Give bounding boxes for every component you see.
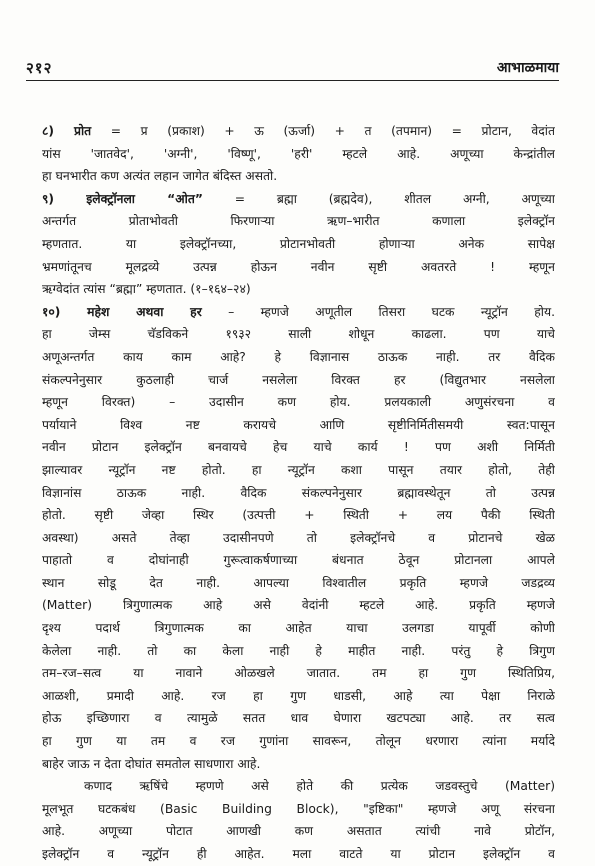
text-line: अणूअन्तर्गत काय काम आहे? हे विज्ञानास ठाऊक नाही. तर वैदिक [42, 349, 555, 364]
text-line: झाल्यावर न्यूट्रॉन नष्ट होतो. हा न्यूट्रॉन कशा पासून तयार होतो, तेही [42, 462, 555, 477]
text-line: स्थान सोडू देत नाही. आपल्या विश्वातील प्रकृति म्हणजे जडद्रव्य [42, 575, 555, 590]
line-text: = प्र (प्रकाश) + ऊ (ऊर्जा) + त (तपमान) = प्रोटान, वेदांत [91, 124, 555, 138]
text-line [42, 188, 555, 211]
text-line: अन्तर्गत प्रोताभोवती फिरणाऱ्या ऋण–भारीत कणाला इलेक्ट्रॉन [42, 214, 555, 229]
text-line: मूलभूत घटकबंध (Basic Building Block), "इष्टिका" म्हणजे अणू संरचना [42, 801, 555, 816]
text-line: इलेक्ट्रॉन व न्यूट्रॉन ही आहेत. मला वाटते या प्रोटान इलेक्ट्रॉन व [42, 847, 555, 861]
text-line: नवीन प्रोटान इलेक्ट्रॉन बनवायचे हेच याचे कार्य ! पण अशी निर्मिती [42, 440, 555, 455]
text-line: हा घनभारीत कण अत्यंत लहान जागेत बंदिस्त असतो. [42, 169, 278, 184]
text-line: आहे. अणूच्या पोटात आणखी कण असतात त्यांची नावे प्रोटॉन, [42, 824, 555, 839]
page-body [42, 120, 555, 866]
text-line: ऋग्वेदांत त्यांस “ब्रह्मा” म्हणतात. (१–१६४–२४) [42, 282, 251, 297]
text-line: होऊ इच्छिणारा व त्यामुळे सतत धाव घेणारा खटपट्या आहे. तर सत्व [42, 711, 555, 726]
section-heading: ९) इलेक्ट्रॉनला “ओत” [42, 191, 203, 206]
text-line: संकल्पनेनुसार कुठलाही चार्ज नसलेला विरक्त हर (विद्युतभार नसलेला [42, 372, 555, 387]
text-line: पाहातो व दोघांनाही गुरूत्वाकर्षणाच्या बंधनात ठेवून प्रोटानला आपले [42, 553, 555, 568]
text-line: भ्रमणांतूनच मूलद्रव्ये उत्पन्न होऊन नवीन सृष्टी अवतरते ! म्हणून [42, 259, 555, 274]
header-divider [26, 80, 559, 81]
page-header [26, 58, 559, 78]
section-heading: ८) प्रोत [42, 124, 92, 138]
text-line [42, 301, 555, 324]
line-text: – म्हणजे अणूतील तिसरा घटक न्यूट्रॉन होय. [201, 304, 555, 319]
text-line: तम–रज–सत्व या नावाने ओळखले जातात. तम हा गुण स्थितिप्रिय, [42, 666, 555, 681]
text-line [42, 120, 555, 143]
text-line: होतो. सृष्टी जेव्हा स्थिर (उत्पत्ती + स्थिती + लय पैकी स्थिती [42, 508, 555, 523]
section-heading: १०) महेश अथवा हर [42, 304, 202, 319]
text-line: हा जेम्स चॅडविकने १९३२ साली शोधून काढला. पण याचे [42, 327, 555, 342]
text-line: (Matter) त्रिगुणात्मक आहे असे वेदांनी म्हटले आहे. प्रकृति म्हणजे [42, 598, 555, 613]
page-number: २१२ [26, 59, 53, 77]
text-line: हा गुण या तम व रज गुणांना सावरून, तोलून धरणारा त्यांना मर्यादे [42, 734, 555, 749]
text-line: म्हणून विरक्त) – उदासीन कण होय. प्रलयकाली अणुसंरचना व [42, 395, 555, 410]
text-line: दृश्य पदार्थ त्रिगुणात्मक का आहेत याचा उलगडा यापूर्वी कोणी [42, 621, 555, 636]
text-line: पर्यायाने विश्व नष्ट करायचे आणि सृष्टीनिर्मितीसमयी स्वत:पासून [42, 417, 555, 432]
text-line: अवस्था) असते तेव्हा उदासीनपणे तो इलेक्ट्रॉनचे व प्रोटानचे खेळ [42, 530, 555, 545]
text-line: कणाद ऋषिंचे म्हणणे असे होते की प्रत्येक जडवस्तुचे (Matter) [84, 779, 555, 794]
text-line: म्हणतात. या इलेक्ट्रॉनच्या, प्रोटानभोवती होणाऱ्या अनेक सापेक्ष [42, 236, 555, 251]
line-text: = ब्रह्मा (ब्रह्मदेव), शीतल अग्नी, अणूच्या [202, 191, 555, 206]
text-line: आळशी, प्रमादी आहे. रज हा गुण धाडसी, आहे त्या पेक्षा निराळे [42, 688, 555, 703]
running-title: आभाळमाया [496, 60, 559, 76]
text-line: यांस 'जातवेद', 'अग्नी', 'विष्णू', 'हरी' म्हटले आहे. अणूच्या केन्द्रांतील [42, 146, 555, 161]
text-line: बाहेर जाऊ न देता दोघांत समतोल साधणारा आहे. [42, 756, 261, 771]
text-line: केलेला नाही. तो का केला नाही हे माहीत नाही. परंतु हे त्रिगुण [42, 643, 555, 658]
text-line: विज्ञानांस ठाऊक नाही. वैदिक संकल्पनेनुसार ब्रह्मावस्थेतून तो उत्पन्न [42, 485, 555, 500]
